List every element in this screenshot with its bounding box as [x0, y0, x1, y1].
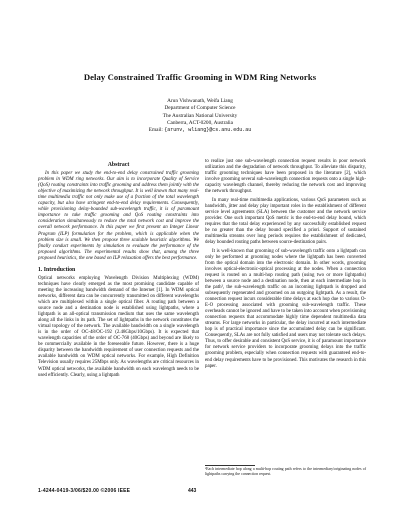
- intro-paragraph-1: Optical networks employing Wavelength Division Multiplexing (WDM) techniques have clearly emerged as the most promising candidate capable of meeting the increasing bandwidth demand of the Internet [1]. In WDM optical networks, different data can be concurrently transmitted on different wavelengths which are multiplexed within a single optical fiber. A routing path between a source node and a destination node is established using lightpaths, where a lightpath is an all-optical transmission medium that uses the same wavelength along all the links in its path. The set of lightpaths in the network constitutes the virtual topology of the network. The available bandwidth on a single wavelength is in the order of OC-48/OC-192 (2.48Gbps/10Gbps). It is expected that wavelength capacities of the order of OC-768 (40Gbps) and beyond are likely to be commercially available in the foreseeable future. However, there is a huge disparity between the bandwidth requirement of user connection requests and the available bandwidth on WDM optical networks. For example, High Definition Television usually requires 25Mbps only. As wavelengths are critical resources in WDM optical networks, the available bandwidth on each wavelength needs to be used efficiently. Clearly, using a lightpath: [38, 275, 199, 378]
- intro-paragraph-3: In many real-time multimedia applications, various QoS parameters such as bandwidth, jitter and delay play important roles in the establishment of different service level agreements (SLA) between the customer and the network service provider. One such important QoS metric is the end-to-end delay bound, which requires that the total delay experienced by any successfully established request be no greater than the delay bound specified a priori. Support of sustained multimedia streams over long periods requires the establishment of dedicated, delay bounded routing paths between source-destination pairs.: [205, 197, 366, 246]
- author-block: [0, 98, 400, 134]
- author-department: Department of Computer Science: [164, 105, 236, 112]
- author-names: Arun Vishwanath, Weifa Liang: [167, 98, 233, 104]
- page-number: 443: [188, 488, 197, 494]
- author-location: Canberra, ACT-0200, Australia: [166, 119, 233, 126]
- footnote: ¹Each intermediate hop along a multi-hop routing path refers to the intermediary/originating nodes of lightpaths carrying the connection request.: [205, 467, 366, 476]
- intro-paragraph-2: to realize just one sub-wavelength connection request results in poor network utilization and the degradation of network throughput. To alleviate this disparity, traffic grooming techniques have been proposed in the literature [2], which involve grooming several sub-wavelength connection requests onto a single high-capacity wavelength channel, thereby reducing the network cost and improving the network throughput.: [205, 159, 366, 195]
- footnote-rule: [205, 465, 255, 466]
- introduction-heading: 1. Introduction: [38, 266, 76, 273]
- right-column: [205, 159, 366, 372]
- email-label: Email:: [148, 127, 163, 134]
- isbn-footer: 1-4244-0419-3/06/$20.00 ©2006 IEEE: [38, 488, 131, 494]
- abstract-heading: Abstract: [107, 162, 130, 168]
- author-university: The Australian National University: [162, 112, 238, 119]
- intro-paragraph-4: It is well-known that grooming of sub-wavelength traffic onto a lightpath can only be performed at grooming nodes where the lightpath has been converted from the optical domain into the electronic domain. In other words, grooming involves optical-electronic-optical processing at the nodes. When a connection request is routed on a multi-hop routing path (using two or more lightpaths) between a source node and a destination node, then at each intermediate hop in the path¹, the sub-wavelength traffic on an incoming lightpath is dropped and subsequently regenerated and groomed on an outgoing lightpath. As a result, the connection request incurs considerable time delays at each hop due to various O-E-O processing associated with grooming sub-wavelength traffic. These overheads cannot be ignored and have to be taken into account when provisioning connection requests that accommodate highly time dependent multimedia data streams. For large networks in particular, the delay incurred at each intermediate hop is of practical importance since the accumulated delay can be significant. Consequently, SLAs are not fully satisfied and users may not tolerate such delays. Thus, to offer desirable and consistent QoS service, it is of paramount importance for network service providers to incorporate grooming delays into the traffic grooming problem, especially when connection requests with guaranteed end-to-end delay requirements have to be provisioned. This motivates the research in this paper.: [205, 248, 366, 369]
- author-email[interactable]: {arunv, wliang}@cs.anu.edu.au: [164, 127, 252, 134]
- paper-title: Delay Constrained Traffic Grooming in WDM Ring Networks: [83, 72, 317, 82]
- left-column: [38, 162, 199, 381]
- abstract-text: In this paper we study the end-to-end delay constrained traffic grooming problem in WDM ring networks. Our aim is to incorporate Quality of Service (QoS) routing constraints into traffic grooming and address them jointly with the objective of maximizing the network throughput. It is well known that many real-time multimedia traffic not only make use of a fraction of the total wavelength capacity, but also have stringent end-to-end delay requirements. Consequently, while provisioning delay-bounded sub-wavelength traffic, it is of paramount importance to take traffic grooming and QoS routing constraints into consideration simultaneously to reduce the total network cost and improve the overall network performance. In this paper we first present an Integer Linear Program (ILP) formulation for the problem, which is applicable when the problem size is small. We then propose three scalable heuristic algorithms. We finally conduct experiments by simulation to evaluate the performance of the proposed algorithms. The experimental results show that, among the three proposed heuristics, the one based on ILP relaxation offers the best performance.: [38, 171, 199, 261]
- author-email-line: [0, 127, 400, 134]
